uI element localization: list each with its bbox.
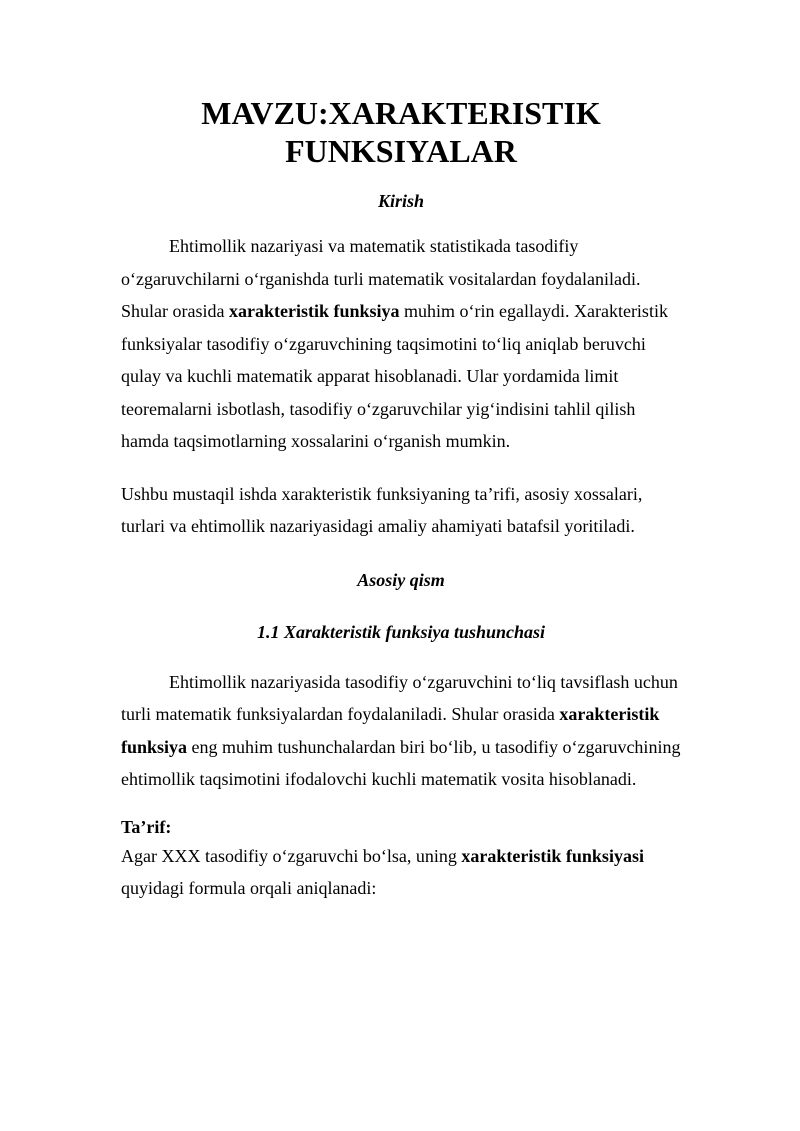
- intro-p1-bold-term: xarakteristik funksiya: [228, 301, 400, 321]
- section-heading: 1.1 Xarakteristik funksiya tushunchasi: [256, 621, 546, 642]
- document-title: [121, 94, 681, 170]
- document-title-line2: FUNKSIYALAR: [285, 133, 517, 169]
- main-paragraph-1: [121, 666, 681, 796]
- document-page: [121, 94, 681, 904]
- intro-heading: Kirish: [377, 191, 425, 211]
- main-p1-bold-term: xarakteristik funksiya: [121, 704, 660, 757]
- intro-paragraph-2: Ushbu mustaqil ishda xarakteristik funksiyaning ta’rifi, asosiy xossalari, turlari va ehtimollik nazariyasidagi amaliy ahamiyati batafsil yoritiladi.: [121, 483, 643, 536]
- definition-label: Ta’rif:: [121, 816, 172, 837]
- intro-p1-text-before: Ehtimollik nazariyasi va matematik statistikada tasodifiy o‘zgaruvchilarni o‘rganishda turli matematik vositalardan foydalaniladi. Shular orasida: [121, 236, 641, 321]
- definition-bold-term: xarakteristik funksiyasi: [461, 845, 644, 866]
- main-p1-text-before: Ehtimollik nazariyasida tasodifiy o‘zgaruvchini to‘liq tavsiflash uchun turli matematik funksiyalardan foydalaniladi. Shular orasida: [121, 671, 678, 724]
- definition-text-after: quyidagi formula orqali aniqlanadi:: [121, 877, 377, 898]
- definition-text-before: Agar XXX tasodifiy o‘zgaruvchi bo‘lsa, uning: [121, 845, 462, 866]
- main-p1-text-after: eng muhim tushunchalardan biri bo‘lib, u tasodifiy o‘zgaruvchining ehtimollik taqsimotini ifodalovchi kuchli matematik vosita hisoblanadi.: [121, 736, 681, 789]
- main-heading: Asosiy qism: [357, 569, 445, 590]
- definition-paragraph: [121, 840, 681, 904]
- intro-p1-text-after: muhim o‘rin egallaydi. Xarakteristik funksiyalar tasodifiy o‘zgaruvchining taqsimotini to‘liq aniqlab beruvchi qulay va kuchli matematik apparat hisoblanadi. Ular yordamida limit teoremalarni isbotlash, tasodifiy o‘zgaruvchilar yig‘indisini tahlil qilish hamda taqsimotlarning xossalarini o‘rganish mumkin.: [121, 301, 668, 451]
- document-title-line1: MAVZU:XARAKTERISTIK: [201, 95, 601, 131]
- intro-paragraph-1: [121, 230, 681, 458]
